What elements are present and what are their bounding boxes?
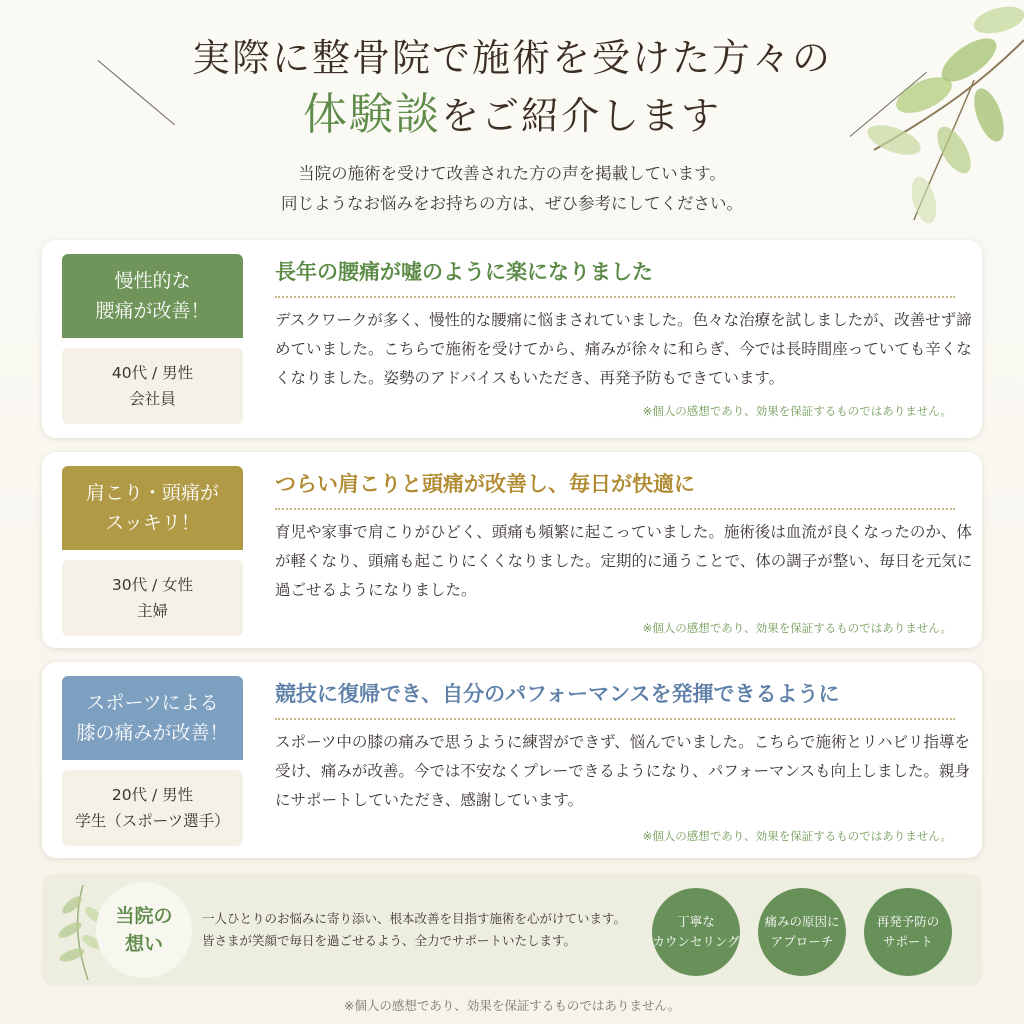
symptom-badge: スポーツによる 膝の痛みが改善！: [62, 676, 243, 760]
testimonial-body: 育児や家事で肩こりがひどく、頭痛も頻繁に起こっていました。施術後は血流が良くなったのか、体が軽くなり、頭痛も起こりにくくなりました。定期的に通うことで、体の調子が整い、毎日を元気に過ごせるようになりました。: [275, 523, 973, 599]
testimonial-card-1: [42, 240, 982, 438]
testimonial-title: 競技に復帰でき、自分のパフォーマンスを発揮できるように: [275, 674, 955, 720]
page-header: [0, 30, 1024, 219]
philosophy-text: 一人ひとりのお悩みに寄り添い、根本改善を目指す施術を心がけています。 皆さまが笑顔で毎日を過ごせるよう、全力でサポートいたします。: [202, 911, 627, 948]
feature-root-cause: 痛みの原因に アプローチ: [758, 888, 846, 976]
testimonial-title: 長年の腰痛が嘘のように楽になりました: [275, 252, 955, 298]
bottom-disclaimer: ※個人の感想であり、効果を保証するものではありません。: [343, 998, 681, 1013]
feature-prevention: 再発予防の サポート: [864, 888, 952, 976]
testimonial-body: スポーツ中の膝の痛みで思うように練習ができず、悩んでいました。こちらで施術とリハビリ指導を受け、痛みが改善。今では不安なくプレーできるようになり、パフォーマンスも向上しました。親身にサポートしていただき、感謝しています。: [275, 733, 971, 809]
page-title-line2: [0, 86, 1024, 145]
page-title-line1: 実際に整骨院で施術を受けた方々の: [191, 36, 832, 80]
philosophy-heading: 当院の 想い: [96, 882, 192, 978]
testimonial-card-2: [42, 452, 982, 648]
testimonial-card-3: [42, 662, 982, 858]
testimonial-disclaimer: ※個人の感想であり、効果を保証するものではありません。: [642, 829, 952, 843]
persona-label: 30代 / 女性 主婦: [62, 560, 243, 636]
testimonial-disclaimer: ※個人の感想であり、効果を保証するものではありません。: [642, 404, 952, 418]
symptom-badge: 慢性的な 腰痛が改善！: [62, 254, 243, 338]
testimonial-title: つらい肩こりと頭痛が改善し、毎日が快適に: [275, 464, 955, 510]
feature-counseling: 丁寧な カウンセリング: [652, 888, 740, 976]
testimonial-disclaimer: ※個人の感想であり、効果を保証するものではありません。: [642, 621, 952, 635]
page-title-highlight: 体験談: [302, 89, 441, 140]
page-title-rest: をご紹介します: [440, 94, 721, 138]
persona-label: 40代 / 男性 会社員: [62, 348, 243, 424]
symptom-badge: 肩こり・頭痛が スッキリ！: [62, 466, 243, 550]
intro-text: 当院の施術を受けて改善された方の声を掲載しています。 同じようなお悩みをお持ちの方は、ぜひ参考にしてください。: [281, 164, 743, 213]
philosophy-section: [42, 874, 982, 986]
persona-label: 20代 / 男性 学生（スポーツ選手）: [62, 770, 243, 846]
testimonial-body: デスクワークが多く、慢性的な腰痛に悩まされていました。色々な治療を試しましたが、改善せず諦めていました。こちらで施術を受けてから、痛みが徐々に和らぎ、今では長時間座っていても辛くなくなりました。姿勢のアドバイスもいただき、再発予防もできています。: [275, 311, 972, 387]
